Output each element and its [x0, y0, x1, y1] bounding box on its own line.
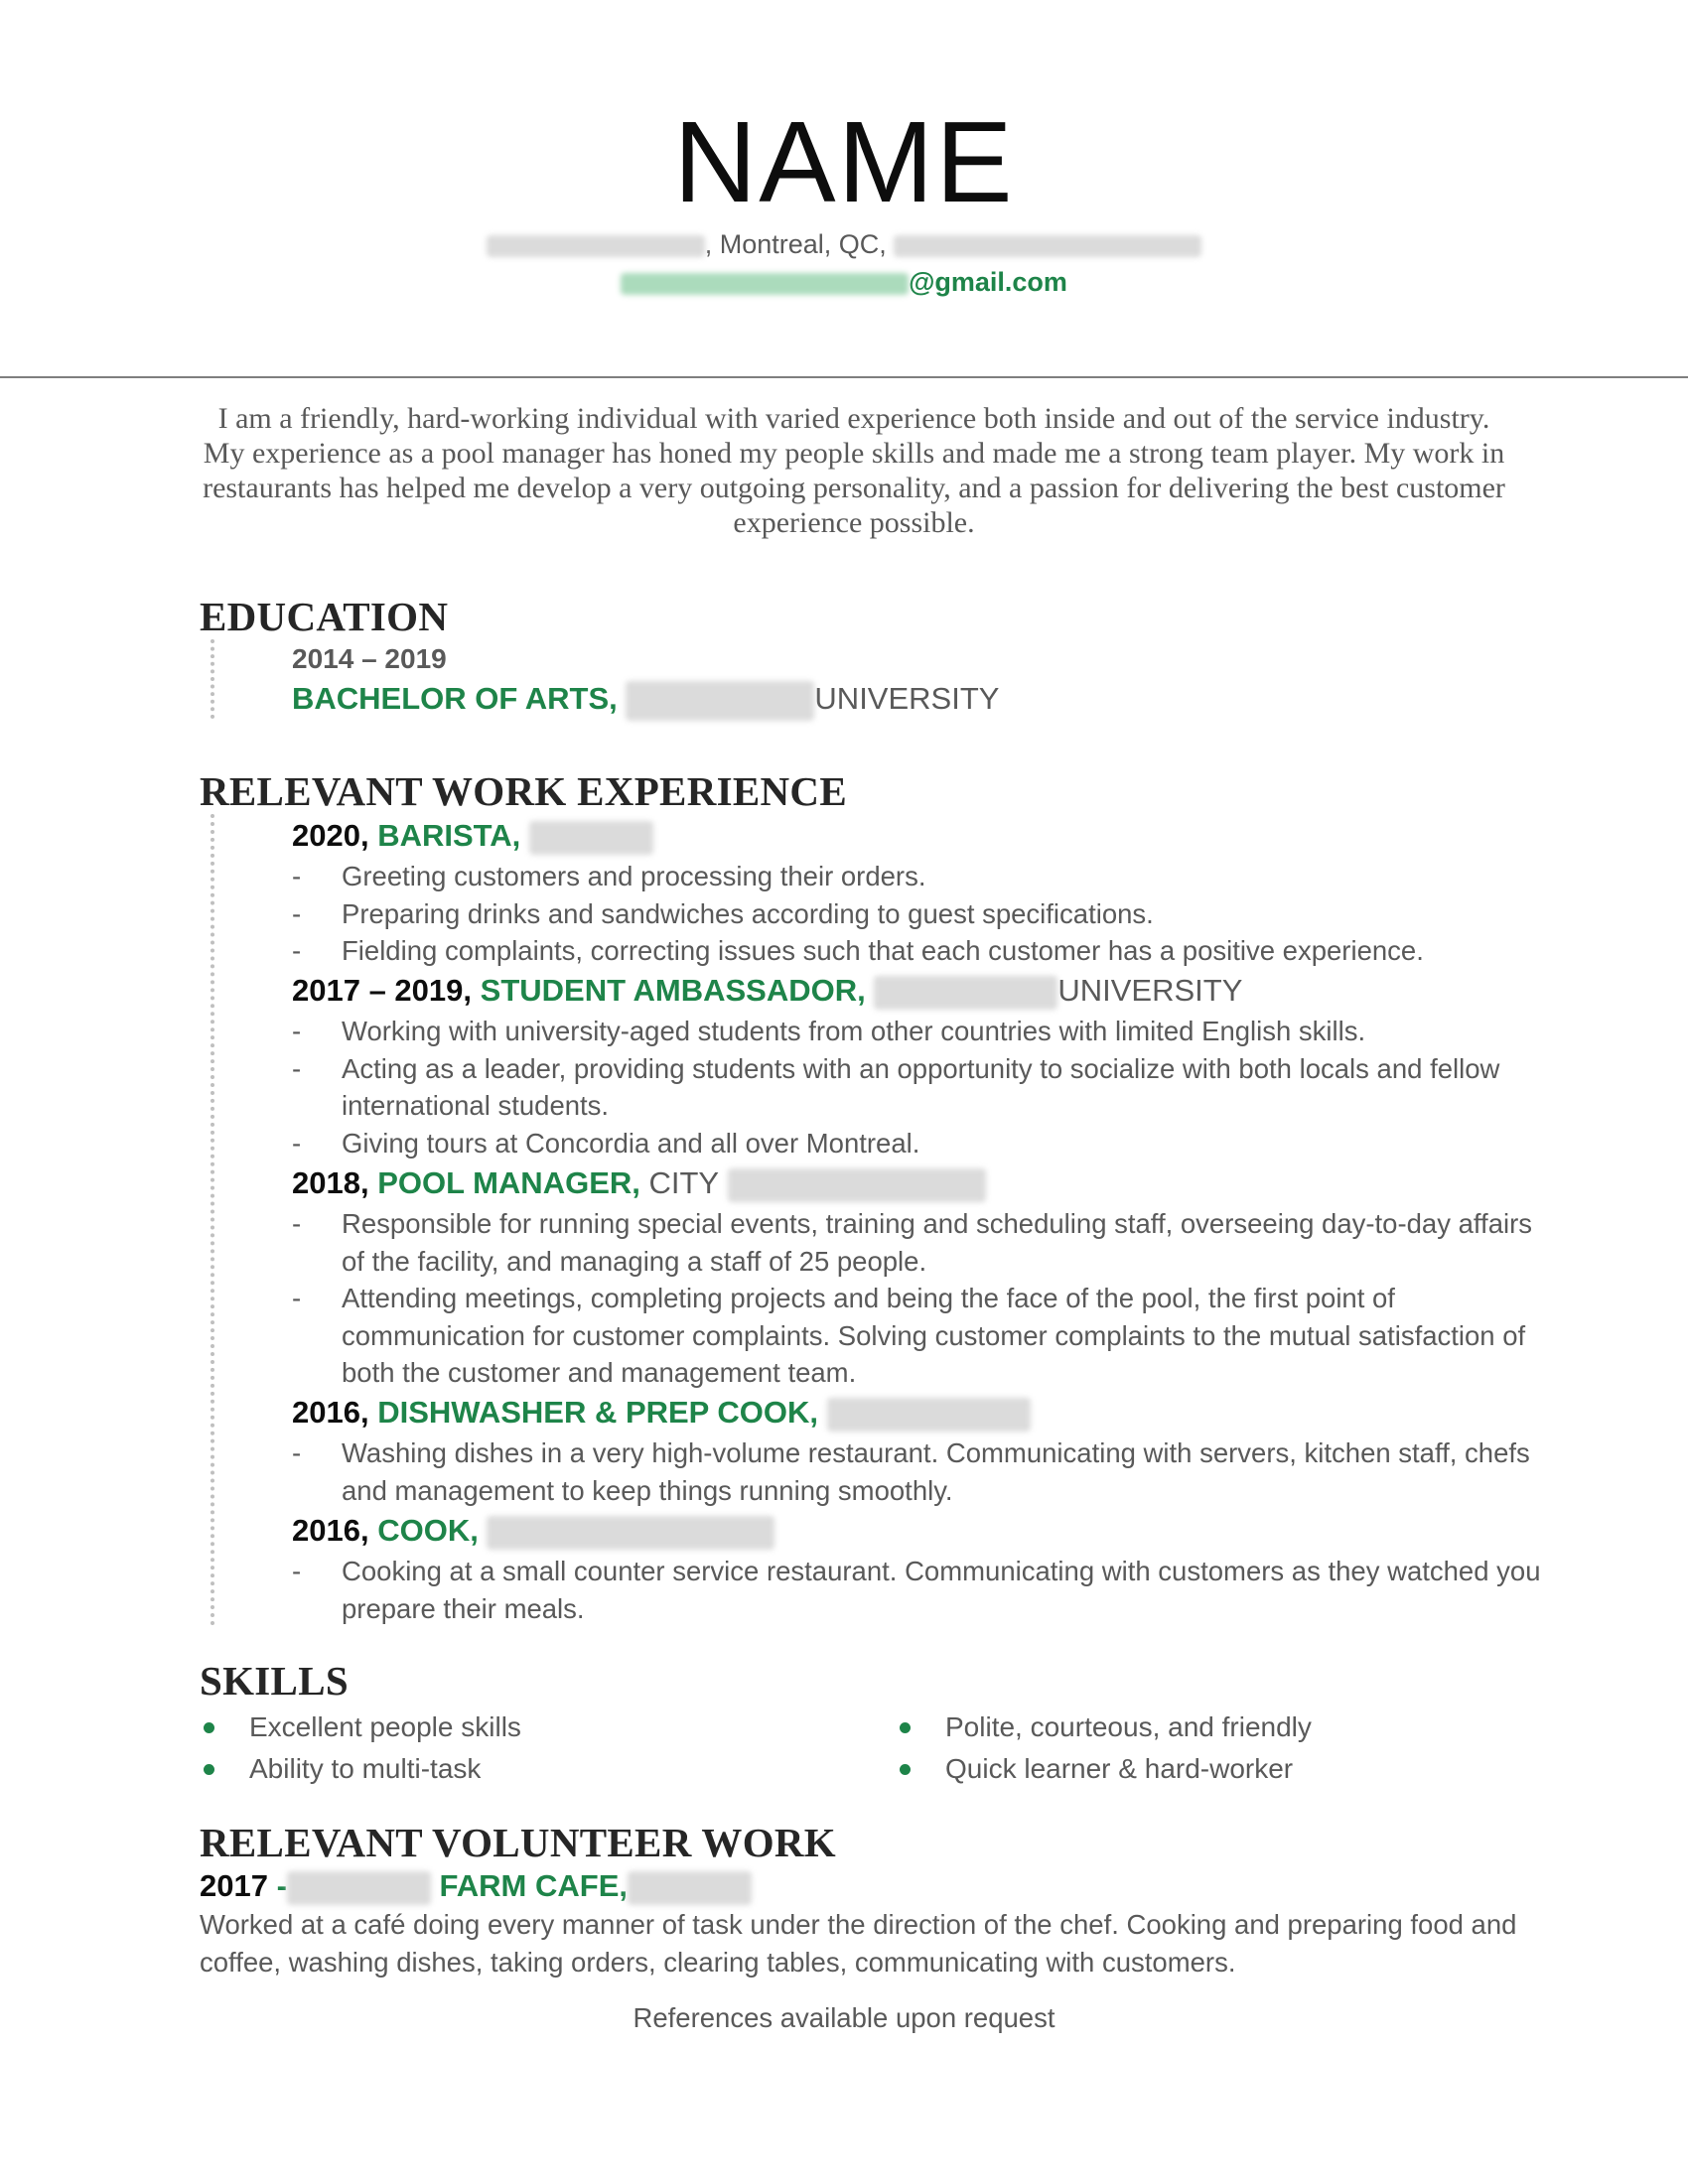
- job-role: COOK,: [377, 1513, 479, 1548]
- contact-city: , Montreal, QC,: [704, 229, 887, 259]
- list-item: - Acting as a leader, providing students with an opportunity to socialize with both locals and fellow international students.: [292, 1052, 1500, 1121]
- list-item: - Greeting customers and processing their orders.: [292, 861, 926, 891]
- job-bullets: [292, 1013, 1543, 1161]
- bullet-dot-icon: [900, 1722, 911, 1733]
- list-item: - Preparing drinks and sandwiches according to guest specifications.: [292, 897, 1154, 929]
- redacted-employer: [487, 1516, 774, 1550]
- list-item: - Attending meetings, completing projects and being the face of the pool, the first point of communication for customer complaints. Solving customer complaints to the mutual satisfaction of both the customer and management team.: [292, 1283, 1526, 1388]
- education-school: UNIVERSITY: [814, 681, 1000, 716]
- volunteer-heading: RELEVANT VOLUNTEER WORK: [200, 1820, 836, 1865]
- education-degree: BACHELOR OF ARTS,: [292, 681, 618, 716]
- job-title-line: [292, 817, 1543, 855]
- job-title-line: [292, 972, 1543, 1010]
- list-item: - Working with university-aged students from other countries with limited English skills.: [292, 1016, 1366, 1046]
- summary-paragraph: I am a friendly, hard-working individual with varied experience both inside and out of the service industry. My experience as a pool manager has honed my people skills and made me a strong team player. My work in restaurants has helped me develop a very outgoing personality, and a passion for delivering the best customer experience possible.: [203, 402, 1505, 539]
- list-item: - Cooking at a small counter service restaurant. Communicating with customers as they watched you prepare their meals.: [292, 1556, 1541, 1624]
- job-role: POOL MANAGER,: [377, 1165, 640, 1200]
- redacted-organization: [628, 1871, 752, 1905]
- skill-item: Ability to multi-task: [249, 1749, 481, 1789]
- bullet-dot-icon: [204, 1722, 214, 1733]
- redacted-farm-name: [287, 1871, 431, 1905]
- volunteer-role: FARM CAFE,: [439, 1868, 628, 1903]
- education-degree-line: [292, 680, 1543, 721]
- job-role: STUDENT AMBASSADOR,: [480, 973, 866, 1008]
- list-item: - Responsible for running special events, training and scheduling staff, overseeing day-to-day affairs of the facility, and managing a staff of 25 people.: [292, 1208, 1533, 1277]
- redacted-postal-phone: [894, 235, 1201, 257]
- education-heading: EDUCATION: [200, 594, 449, 639]
- contact-address: [0, 226, 1688, 262]
- list-item: - Fielding complaints, correcting issues such that each customer has a positive experience.: [292, 935, 1424, 966]
- experience-heading: RELEVANT WORK EXPERIENCE: [200, 768, 847, 814]
- job-year: 2017 – 2019,: [292, 973, 473, 1008]
- job-org: UNIVERSITY: [1057, 973, 1243, 1008]
- volunteer-description: Worked at a café doing every manner of task under the direction of the chef. Cooking and preparing food and coffee, washing dishes, taking orders, clearing tables, communicating with customers.: [200, 1909, 1517, 1978]
- job-title-line: [292, 1394, 1543, 1432]
- resume-name: NAME: [673, 97, 1015, 226]
- job-bullets: [292, 1205, 1543, 1392]
- email-domain[interactable]: @gmail.com: [909, 267, 1067, 297]
- redacted-employer: [874, 976, 1057, 1010]
- redacted-email-user: [621, 273, 909, 295]
- redacted-employer: [529, 821, 653, 855]
- job-role: BARISTA,: [377, 818, 521, 853]
- skill-item: Quick learner & hard-worker: [945, 1749, 1293, 1789]
- job-org: CITY: [648, 1165, 720, 1200]
- job-role: DISHWASHER & PREP COOK,: [377, 1395, 819, 1430]
- job-year: 2018,: [292, 1165, 369, 1200]
- references-note: References available upon request: [633, 2002, 1055, 2033]
- volunteer-year: 2017: [200, 1868, 268, 1903]
- skills-heading: SKILLS: [200, 1658, 349, 1704]
- bullet-dot-icon: [204, 1764, 214, 1775]
- education-years-text: 2014 – 2019: [292, 643, 447, 674]
- header-divider: [0, 376, 1688, 378]
- job-title-line: [292, 1512, 1543, 1550]
- redacted-school-name: [626, 681, 814, 721]
- skill-item: Excellent people skills: [249, 1707, 521, 1747]
- redacted-employer: [827, 1398, 1031, 1432]
- list-item: - Washing dishes in a very high-volume restaurant. Communicating with servers, kitchen staff, chefs and management to keep things running smoothly.: [292, 1437, 1530, 1506]
- job-year: 2016,: [292, 1513, 369, 1548]
- job-bullets: [292, 1434, 1543, 1509]
- education-years: [292, 639, 1543, 678]
- redacted-employer: [728, 1168, 986, 1202]
- volunteer-dash: -: [276, 1868, 287, 1903]
- bullet-dot-icon: [900, 1764, 911, 1775]
- education-timeline-line: [211, 639, 214, 719]
- job-bullets: [292, 1553, 1543, 1627]
- list-item: - Giving tours at Concordia and all over Montreal.: [292, 1127, 920, 1159]
- job-bullets: [292, 858, 1543, 970]
- redacted-street: [487, 235, 705, 257]
- job-year: 2016,: [292, 1395, 369, 1430]
- volunteer-title-line: [200, 1867, 1451, 1905]
- experience-timeline-line: [211, 814, 214, 1626]
- job-title-line: [292, 1164, 1543, 1202]
- contact-email: [0, 264, 1688, 300]
- skill-item: Polite, courteous, and friendly: [945, 1707, 1312, 1747]
- job-year: 2020,: [292, 818, 369, 853]
